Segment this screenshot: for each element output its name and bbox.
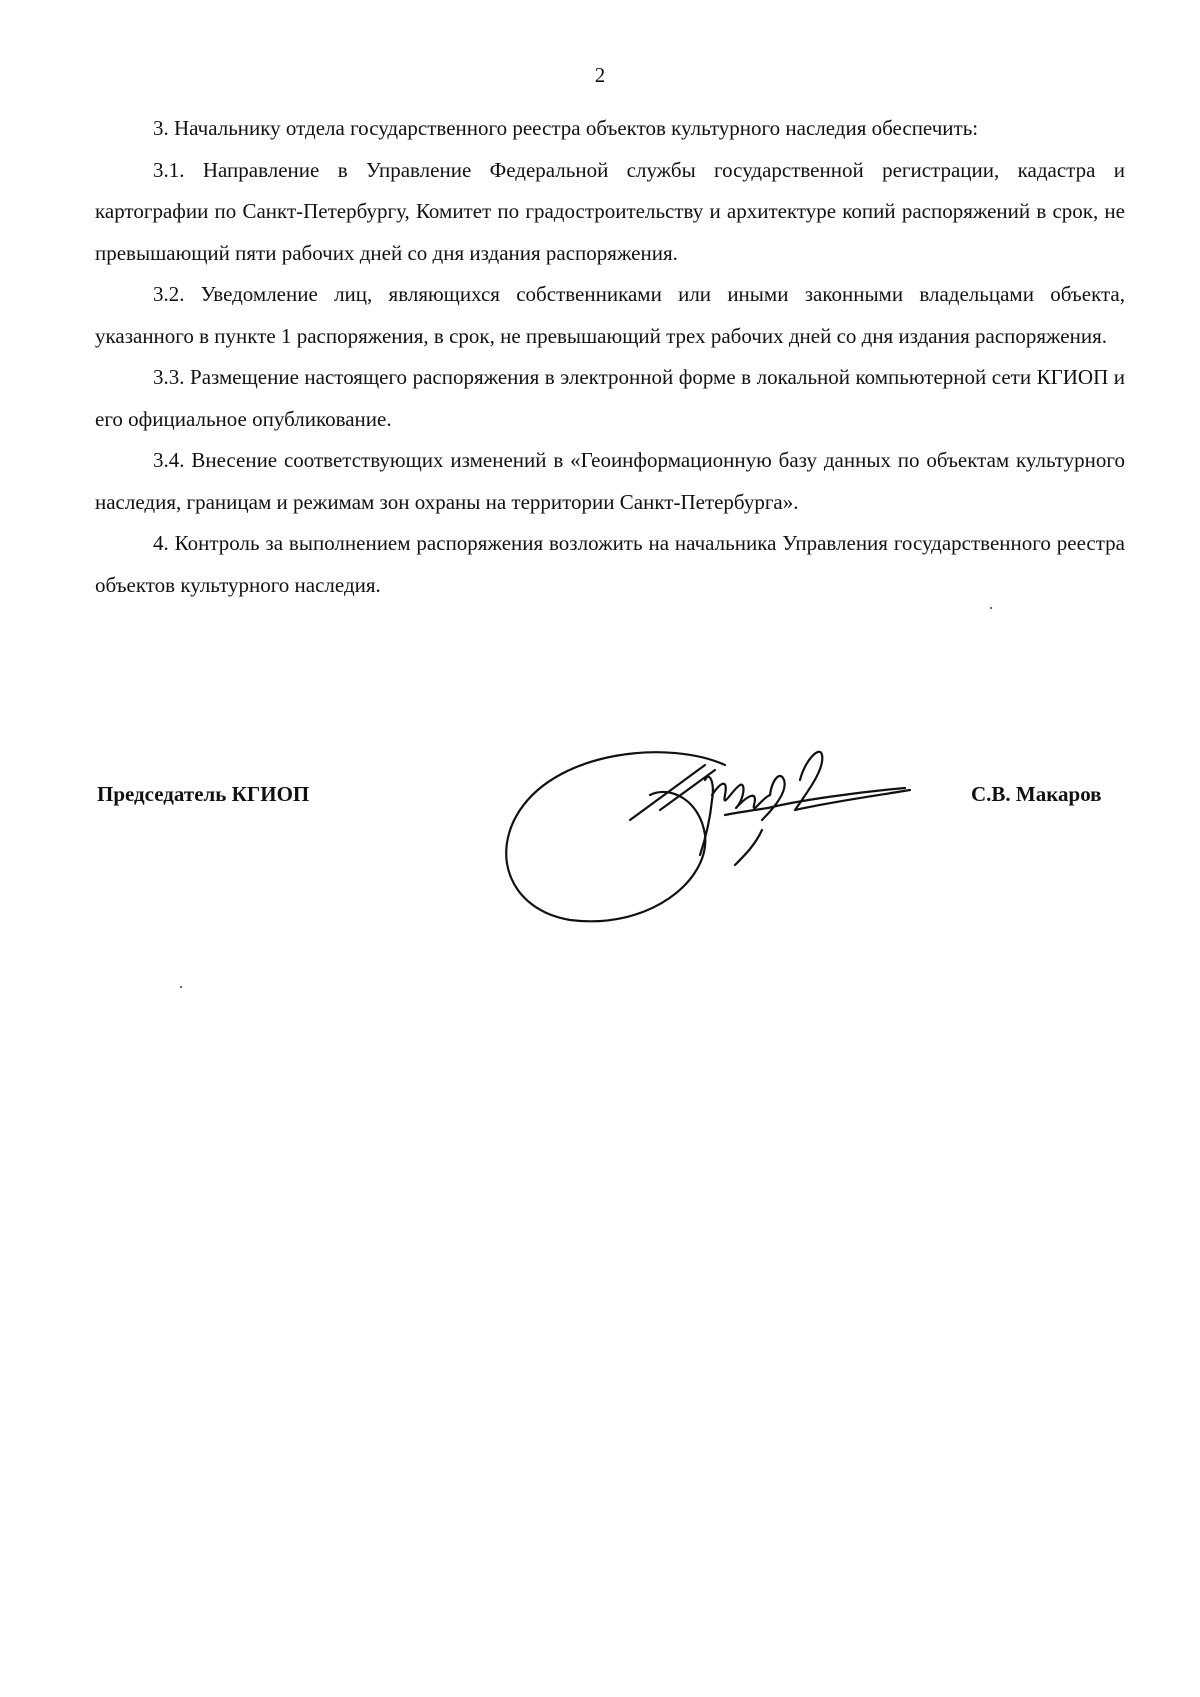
scan-speck [990, 607, 992, 609]
paragraph-3-2: 3.2. Уведомление лиц, являющихся собственниками или иными законными владельцами объекта, указанного в пункте 1 распоряжения, в срок, не превышающий трех рабочих дней со дня издания распоряжения. [95, 282, 1125, 348]
page-number: 2 [594, 63, 606, 87]
paragraph-3-1: 3.1. Направление в Управление Федеральной службы государственной регистрации, кадастра и картографии по Санкт-Петербургу, Комитет по градостроительству и архитектуре копий распоряжений в срок, не превышающий пяти рабочих дней со дня издания распоряжения. [95, 157, 1125, 265]
signature-block [0, 760, 1200, 960]
paragraph-3-4: 3.4. Внесение соответствующих изменений в «Геоинформационную базу данных по объектам культурного наследия, границам и режимам зон охраны на территории Санкт-Петербурга». [95, 448, 1125, 514]
document-body [95, 108, 1125, 606]
paragraph-3-3: 3.3. Размещение настоящего распоряжения в электронной форме в локальной компьютерной сети КГИОП и его официальное опубликование. [95, 365, 1125, 431]
signer-title: Председатель КГИОП [97, 782, 310, 806]
signer-name: С.В. Макаров [971, 782, 1102, 806]
handwritten-signature [500, 740, 970, 950]
paragraph-3: 3. Начальнику отдела государственного реестра объектов культурного наследия обеспечить: [153, 116, 979, 140]
scan-speck [180, 986, 182, 988]
paragraph-4: 4. Контроль за выполнением распоряжения возложить на начальника Управления государственного реестра объектов культурного наследия. [95, 531, 1125, 597]
